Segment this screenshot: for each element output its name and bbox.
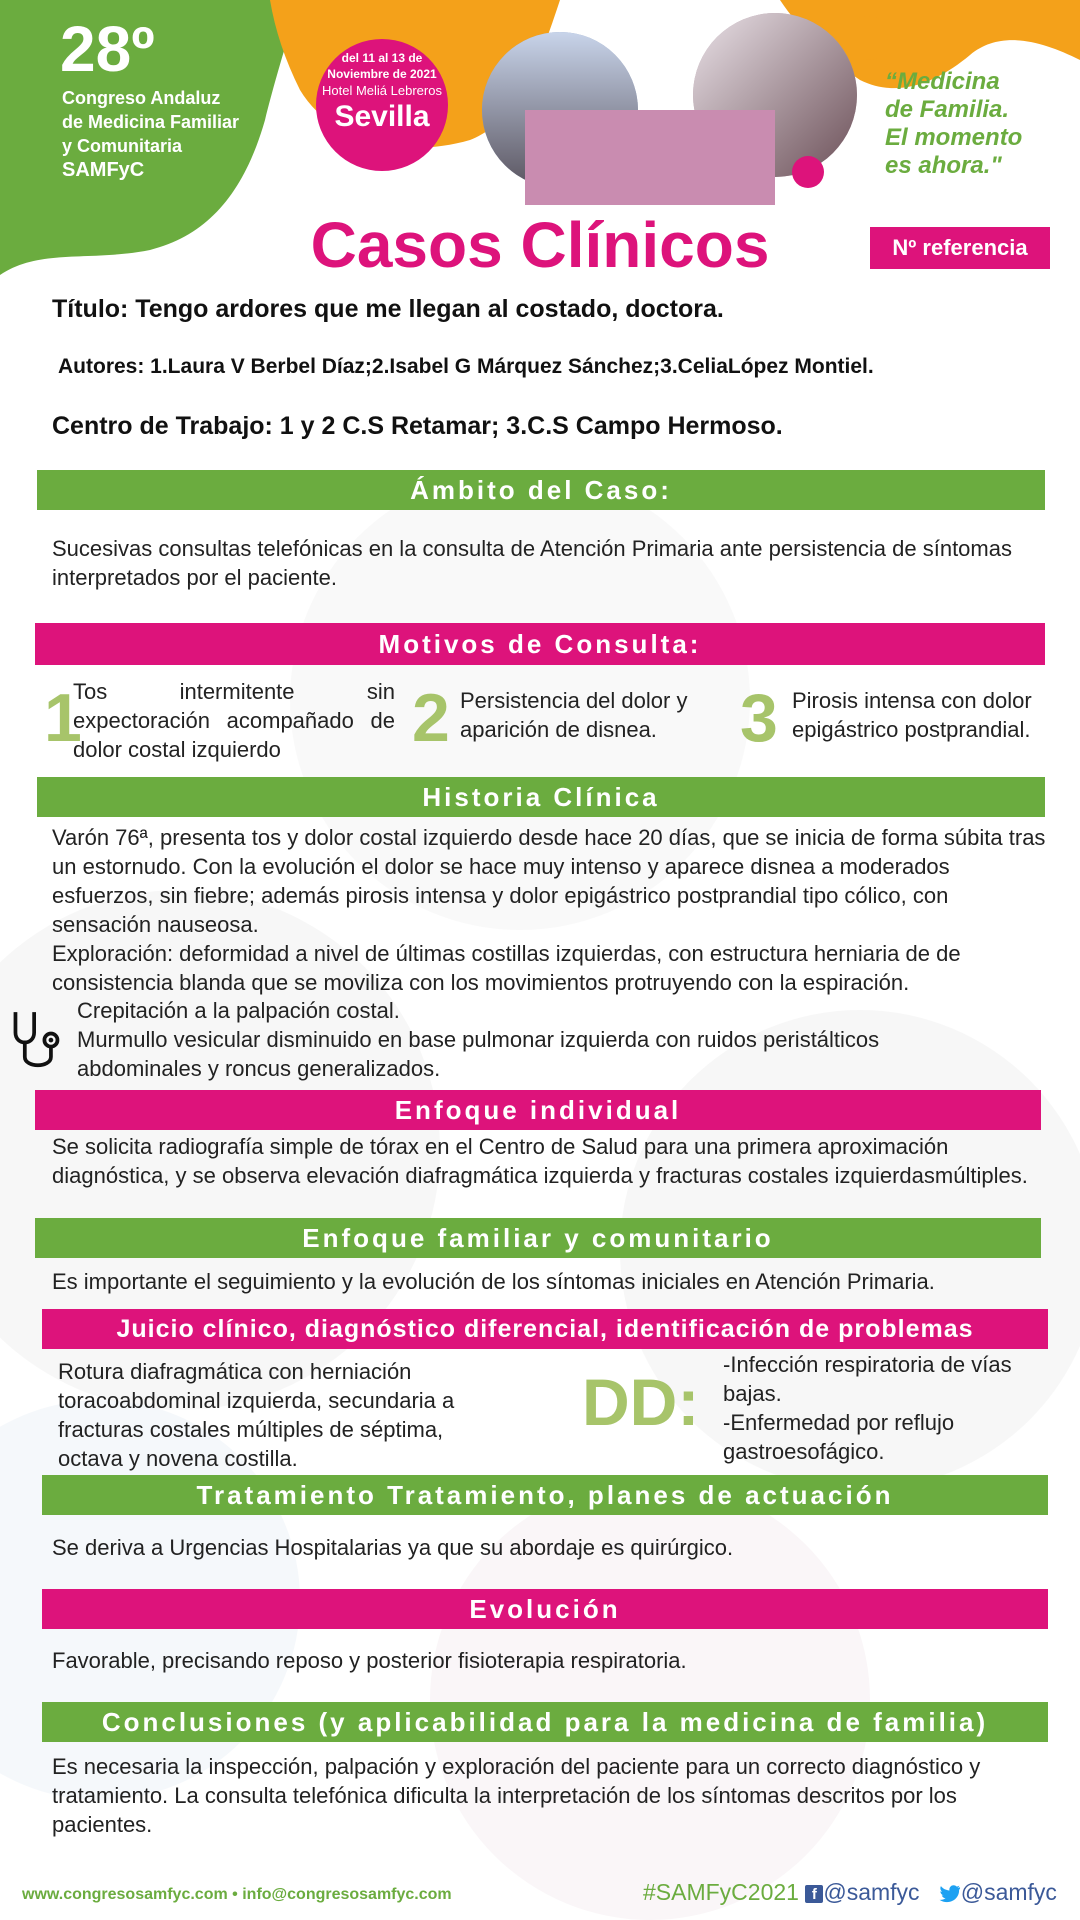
congress-org: SAMFyC xyxy=(62,159,145,181)
dd-label: DD: xyxy=(582,1365,700,1439)
city: Sevilla xyxy=(334,100,430,133)
historia-line3: Crepitación a la palpación costal. xyxy=(77,998,400,1023)
case-title: Título: Tengo ardores que me llegan al costado, doctora. xyxy=(52,295,724,323)
date-badge xyxy=(320,50,444,134)
enfoque-familiar-text: Es importante el seguimiento y la evolución de los síntomas iniciales en Atención Primaria. xyxy=(52,1269,935,1294)
footer-separator: • xyxy=(232,1886,238,1903)
historia-para1: Varón 76ª, presenta tos y dolor costal izquierdo desde hace 20 días, que se inicia de forma súbita tras un estornudo. Con la evolución el dolor se hace muy intenso y aparece disnea a moderados esfuerzos, sin fiebre; además pirosis intensa y dolor epigástrico postprandial tipo cólico, con sensación nauseosa. xyxy=(52,825,1046,937)
motivo-number-3: 3 xyxy=(740,680,778,756)
venue: Hotel Meliá Lebreros xyxy=(322,83,442,98)
twitter-icon[interactable] xyxy=(939,1885,961,1903)
congress-title-line3: y Comunitaria xyxy=(62,136,183,156)
juicio-text: Rotura diafragmática con herniación toracoabdominal izquierda, secundaria a fracturas costales múltiples de séptima, octava y novena costilla. xyxy=(58,1359,455,1471)
facebook-icon[interactable]: f xyxy=(805,1885,823,1903)
case-workplace: Centro de Trabajo: 1 y 2 C.S Retamar; 3.C.S Campo Hermoso. xyxy=(52,412,783,440)
section-heading-enfoque-familiar: Enfoque familiar y comunitario xyxy=(35,1218,1041,1258)
slogan-line2: de Familia. xyxy=(885,96,1010,123)
historia-para2: Exploración: deformidad a nivel de últimas costillas izquierdas, con estructura herniaria de de consistencia blanda que se moviliza con los movimientos protruyendo con la espiración. xyxy=(52,941,961,995)
ambito-text: Sucesivas consultas telefónicas en la consulta de Atención Primaria ante persistencia de síntomas interpretados por el paciente. xyxy=(52,536,1012,590)
date-line1: del 11 al 13 de xyxy=(341,51,423,65)
motivo-text-2: Persistencia del dolor y aparición de disnea. xyxy=(460,688,688,742)
section-heading-tratamiento: Tratamiento Tratamiento, planes de actuación xyxy=(42,1475,1048,1515)
dd-line2: -Enfermedad por reflujo gastroesofágico. xyxy=(723,1410,955,1464)
evolucion-text: Favorable, precisando reposo y posterior fisioterapia respiratoria. xyxy=(52,1648,687,1673)
case-authors: Autores: 1.Laura V Berbel Díaz;2.Isabel G Márquez Sánchez;3.CeliaLópez Montiel. xyxy=(58,355,874,378)
motivo-number-1: 1 xyxy=(44,680,82,756)
dd-line1: -Infección respiratoria de vías bajas. xyxy=(723,1352,1012,1406)
stethoscope-icon xyxy=(8,1008,64,1074)
section-heading-juicio: Juicio clínico, diagnóstico diferencial, identificación de problemas xyxy=(42,1309,1048,1349)
section-heading-historia: Historia Clínica xyxy=(37,777,1045,817)
section-heading-motivos: Motivos de Consulta: xyxy=(35,623,1045,665)
page-title: Casos Clínicos xyxy=(310,209,770,281)
footer-contact xyxy=(22,1886,452,1904)
enfoque-individual-text: Se solicita radiografía simple de tórax en el Centro de Salud para una primera aproximación diagnóstica, y se observa elevación diafragmática izquierda y fracturas costales izquierdasmúltiples. xyxy=(52,1134,1028,1188)
congress-title xyxy=(62,86,239,182)
footer-web-link[interactable]: www.congresosamfyc.com xyxy=(22,1886,228,1903)
section-heading-ambito: Ámbito del Caso: xyxy=(37,470,1045,510)
motivo-number-2: 2 xyxy=(412,680,450,756)
footer-email-link[interactable]: info@congresosamfyc.com xyxy=(242,1886,452,1903)
conclusiones-text: Es necesaria la inspección, palpación y exploración del paciente para un correcto diagnóstico y tratamiento. La consulta telefónica dificulta la interpretación de los síntomas descritos por los pacientes. xyxy=(52,1754,981,1837)
slogan-line1: “Medicina xyxy=(885,68,1000,95)
slogan xyxy=(885,68,1022,180)
section-heading-enfoque-individual: Enfoque individual xyxy=(35,1090,1041,1130)
footer-hashtag[interactable]: #SAMFyC2021 xyxy=(643,1879,799,1905)
footer-facebook-handle[interactable]: @samfyc xyxy=(823,1879,920,1905)
slogan-line3: El momento xyxy=(885,124,1023,151)
tratamiento-text: Se deriva a Urgencias Hospitalarias ya que su abordaje es quirúrgico. xyxy=(52,1535,734,1560)
congress-title-line1: Congreso Andaluz xyxy=(62,88,221,108)
congress-title-line2: de Medicina Familiar xyxy=(62,112,240,132)
edition-number: 28º xyxy=(60,13,155,85)
footer-twitter-handle[interactable]: @samfyc xyxy=(960,1879,1057,1905)
section-heading-conclusiones: Conclusiones (y aplicabilidad para la medicina de familia) xyxy=(42,1702,1048,1742)
motivo-text-3: Pirosis intensa con dolor epigástrico postprandial. xyxy=(792,688,1032,742)
reference-badge: Nº referencia xyxy=(870,227,1050,269)
footer-social xyxy=(643,1877,1057,1907)
historia-line4: Murmullo vesicular disminuido en base pulmonar izquierda con ruidos peristálticos abdominales y roncus generalizados. xyxy=(77,1027,880,1081)
slogan-line4: es ahora." xyxy=(885,152,1002,179)
section-heading-evolucion: Evolución xyxy=(42,1589,1048,1629)
date-line2: Noviembre de 2021 xyxy=(327,67,437,81)
motivo-text-1: Tos intermitente sin expectoración acompañado de dolor costal izquierdo xyxy=(73,679,395,762)
